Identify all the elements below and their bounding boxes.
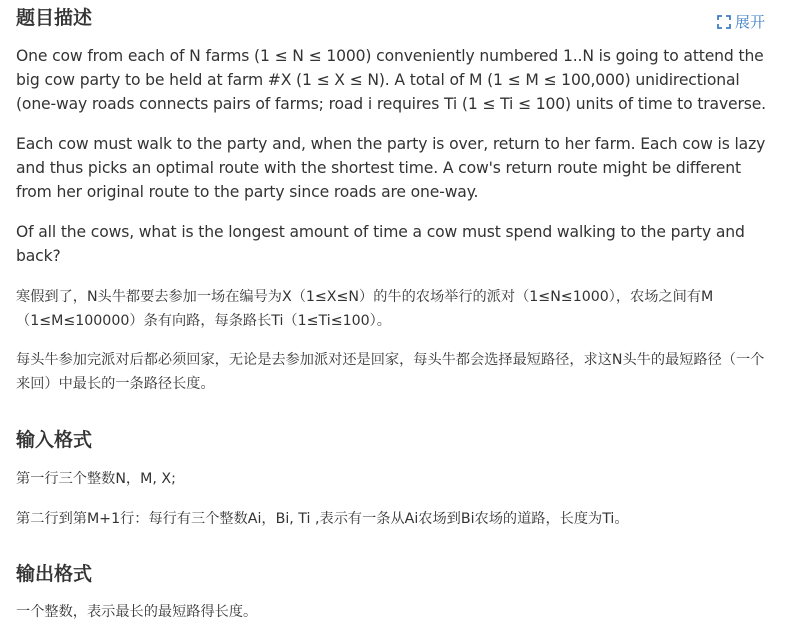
- input-format-line: 第一行三个整数N，M, X;: [16, 471, 176, 487]
- description-paragraph: One cow from each of N farms (1 ≤ N ≤ 1000) conveniently numbered 1..N is going to attend the big cow party to be held at farm #X (1 ≤ X ≤ N). A total of M (1 ≤ M ≤ 100,000) unidirectional (one-way roads connects pairs of farms; road i requires Ti (1 ≤ Ti ≤ 100) units of time to traverse.: [16, 47, 766, 113]
- output-format-line: 一个整数，表示最长的最短路得长度。: [16, 604, 258, 620]
- description-paragraph: Each cow must walk to the party and, when the party is over, return to her farm. Each cow is lazy and thus picks an optimal route with the shortest time. A cow's return route might be different from her original route to the party since roads are one-way.: [16, 135, 766, 201]
- description-paragraph-zh: 每头牛参加完派对后都必须回家，无论是去参加派对还是回家，每头牛都会选择最短路径，求这N头牛的最短路径（一个来回）中最长的一条路径长度。: [16, 352, 765, 392]
- description-title: 题目描述: [16, 7, 93, 29]
- expand-icon: [717, 15, 731, 29]
- input-format-header: [16, 428, 771, 452]
- expand-label: 展开: [734, 13, 765, 31]
- expand-button[interactable]: [717, 11, 765, 32]
- input-format-line: 第二行到第M+1行：每行有三个整数Ai，Bi, Ti ,表示有一条从Ai农场到Bi农场的道路，长度为Ti。: [16, 511, 629, 527]
- input-format-title: 输入格式: [16, 429, 93, 451]
- description-header: [16, 6, 771, 30]
- output-format-header: [16, 562, 771, 586]
- description-paragraph: Of all the cows, what is the longest amount of time a cow must spend walking to the party and back?: [16, 223, 745, 265]
- output-format-title: 输出格式: [16, 563, 93, 585]
- description-paragraph-zh: 寒假到了，N头牛都要去参加一场在编号为X（1≤X≤N）的牛的农场举行的派对（1≤N≤1000），农场之间有M（1≤M≤100000）条有向路，每条路长Ti（1≤Ti≤100）。: [16, 289, 714, 329]
